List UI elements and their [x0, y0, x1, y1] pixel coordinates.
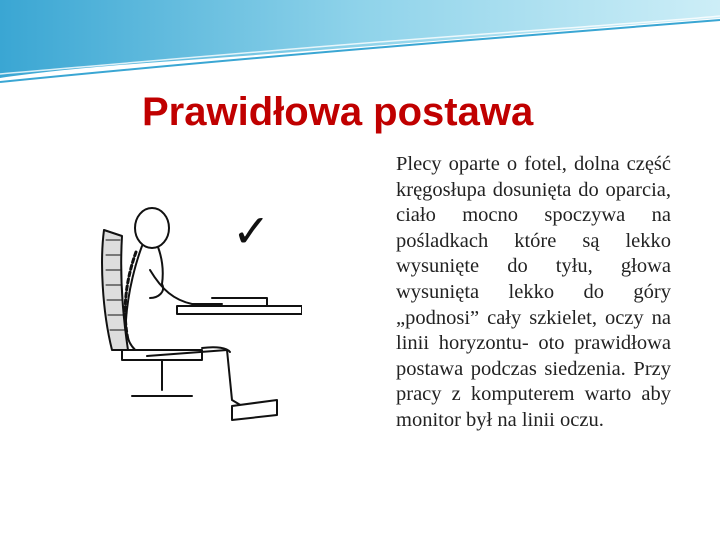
slide-body-text: Plecy oparte o fotel, dolna część kręgosłupa dosunięta do oparcia, ciało mocno spoczywa na pośladkach które są lekko wysunięte do tyłu, głowa wysunięta lekko do góry „podnosi” cały szkielet, oczy na linii horyzontu- oto prawidłowa postawa podczas siedzenia. Przy pracy z komputerem warto aby monitor był na linii oczu. [396, 153, 671, 431]
decorative-wave-header [0, 0, 720, 90]
slide-title: Prawidłowa postawa [142, 90, 534, 134]
check-mark-icon: ✓ [232, 204, 271, 258]
